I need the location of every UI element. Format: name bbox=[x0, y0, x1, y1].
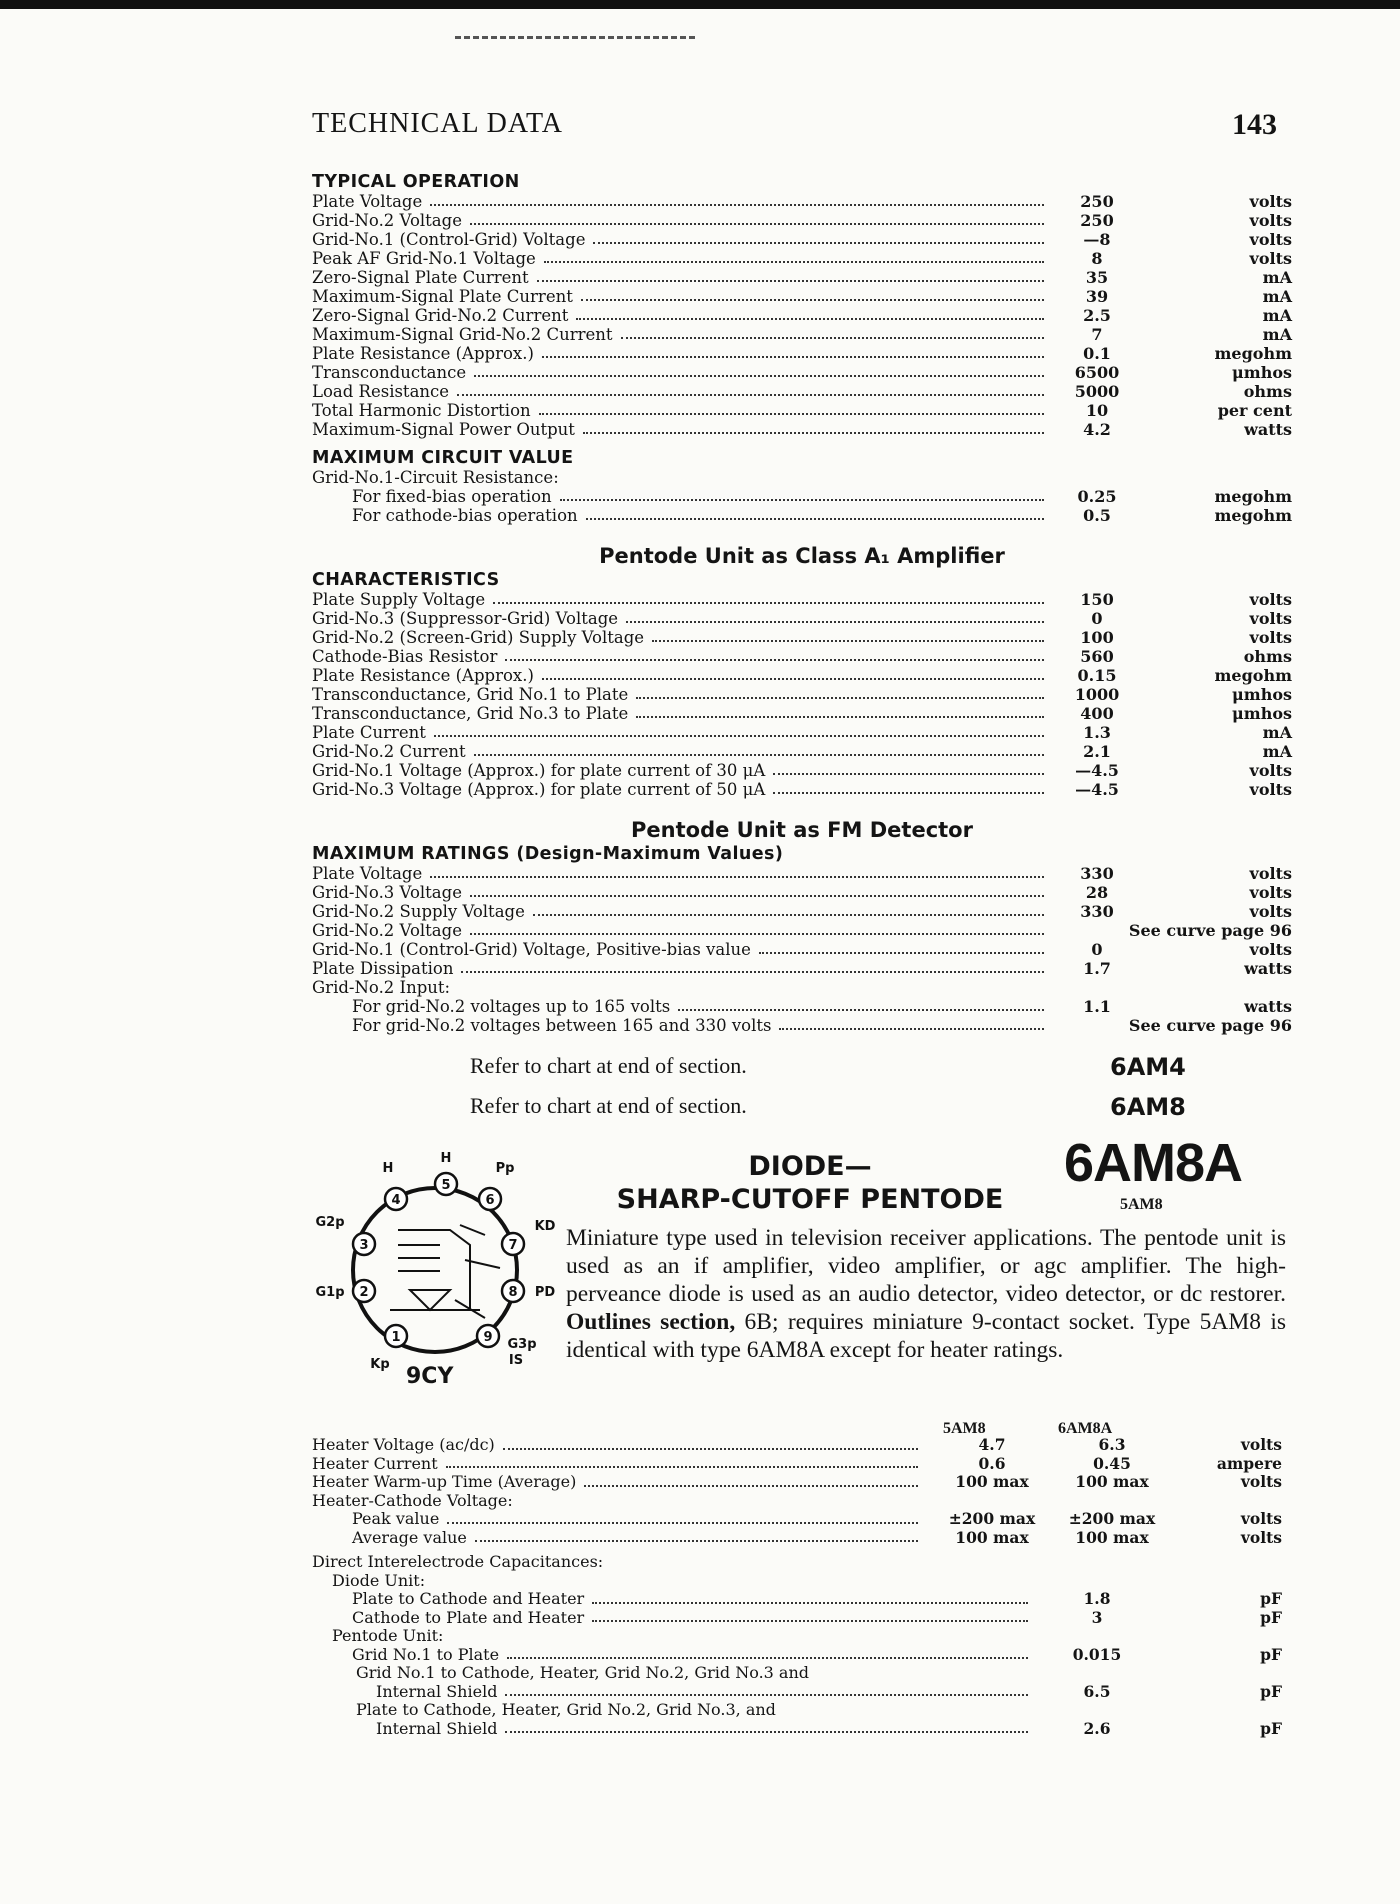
leader-dots bbox=[576, 318, 1044, 320]
row-unit: watts bbox=[1244, 959, 1292, 978]
subsection-heading: Pentode Unit as Class A₁ Amplifier bbox=[599, 544, 1005, 568]
row-unit: megohm bbox=[1214, 666, 1292, 685]
row-unit: volts bbox=[1249, 590, 1292, 609]
row-value: 0.15 bbox=[1077, 666, 1117, 685]
row-value: 2.5 bbox=[1083, 306, 1111, 325]
row-unit: volts bbox=[1240, 1509, 1282, 1528]
row-unit: megohm bbox=[1214, 506, 1292, 525]
row-unit: ohms bbox=[1243, 647, 1292, 666]
group-label-row bbox=[312, 1492, 1282, 1511]
leader-dots bbox=[470, 895, 1044, 897]
group-label: Grid-No.1-Circuit Resistance: bbox=[312, 468, 559, 487]
row-unit: pF bbox=[1260, 1681, 1282, 1701]
row-label: Grid-No.1 (Control-Grid) Voltage, Positive-bias value bbox=[312, 940, 751, 959]
leader-dots bbox=[542, 356, 1044, 358]
heater-cathode-rows bbox=[312, 1510, 1282, 1547]
pin-number: 4 bbox=[391, 1193, 401, 1208]
typical-operation-rows bbox=[312, 192, 1292, 439]
row-label: Heater Current bbox=[312, 1453, 438, 1473]
row-unit: volts bbox=[1240, 1472, 1282, 1491]
row-value: 5000 bbox=[1074, 382, 1120, 401]
row-value: 0 bbox=[1091, 609, 1103, 628]
max-circuit-rows bbox=[312, 487, 1292, 525]
leader-dots bbox=[470, 933, 1044, 935]
leader-dots bbox=[461, 971, 1044, 973]
row-label: Average value bbox=[352, 1527, 467, 1547]
pin-number: 5 bbox=[441, 1178, 451, 1193]
data-row bbox=[312, 864, 1292, 883]
leader-dots bbox=[507, 1657, 1028, 1659]
leader-dots bbox=[773, 792, 1044, 794]
data-row bbox=[312, 742, 1292, 761]
column-head: 5AM8 bbox=[943, 1420, 986, 1437]
pin-label: Pp bbox=[495, 1161, 515, 1176]
refer-type: 6AM4 bbox=[1110, 1053, 1186, 1081]
row-label: Grid-No.1 Voltage (Approx.) for plate current of 30 μA bbox=[312, 761, 766, 780]
row-value: —8 bbox=[1083, 230, 1111, 249]
group-label-row bbox=[312, 468, 1292, 487]
group-label-row bbox=[312, 1627, 1282, 1646]
pin-label: H bbox=[440, 1151, 452, 1166]
row-value: 400 bbox=[1080, 704, 1114, 723]
row-label: Cathode-Bias Resistor bbox=[312, 647, 498, 666]
internal-structure bbox=[390, 1225, 500, 1318]
row-label: Internal Shield bbox=[376, 1681, 498, 1701]
row-label: Grid-No.1 (Control-Grid) Voltage bbox=[312, 230, 586, 249]
data-row bbox=[312, 723, 1292, 742]
group-label-row bbox=[312, 1553, 1282, 1572]
leader-dots bbox=[474, 754, 1044, 756]
row-value: 3 bbox=[1091, 1607, 1103, 1627]
row-unit: pF bbox=[1260, 1718, 1282, 1738]
pin-label: H bbox=[382, 1161, 394, 1176]
section-title: TYPICAL OPERATION bbox=[312, 172, 520, 192]
leader-dots bbox=[430, 204, 1044, 206]
typical-operation-section bbox=[312, 172, 1292, 439]
tube-description bbox=[566, 1224, 1286, 1364]
characteristics-rows bbox=[312, 590, 1292, 799]
row-unit: watts bbox=[1244, 997, 1292, 1016]
leader-dots bbox=[678, 1009, 1044, 1011]
pin-label: KD bbox=[534, 1219, 556, 1234]
group-label: Grid-No.2 Input: bbox=[312, 978, 451, 997]
leader-dots bbox=[505, 659, 1044, 661]
row-unit: volts bbox=[1249, 609, 1292, 628]
leader-dots bbox=[652, 640, 1044, 642]
row-label: Grid-No.2 (Screen-Grid) Supply Voltage bbox=[312, 628, 645, 647]
leader-dots bbox=[583, 432, 1044, 434]
data-row bbox=[312, 268, 1292, 287]
section-title-sub: (Design-Maximum Values) bbox=[516, 844, 784, 864]
row-label: For cathode-bias operation bbox=[352, 506, 578, 525]
pin-number: 3 bbox=[359, 1238, 369, 1253]
row-label: Grid-No.2 Current bbox=[312, 742, 466, 761]
basing-code: 9CY bbox=[406, 1364, 454, 1389]
top-border bbox=[0, 0, 1400, 9]
group-label: Pentode Unit: bbox=[332, 1626, 444, 1645]
leader-dots bbox=[779, 1028, 1044, 1030]
top-dash-mark bbox=[455, 36, 695, 39]
leader-dots bbox=[537, 280, 1044, 282]
row-value: 7 bbox=[1091, 325, 1103, 344]
data-row bbox=[312, 1455, 1282, 1474]
row-label: Peak AF Grid-No.1 Voltage bbox=[312, 249, 536, 268]
row-label: Maximum-Signal Plate Current bbox=[312, 287, 573, 306]
row-label: For grid-No.2 voltages up to 165 volts bbox=[352, 997, 671, 1016]
row-unit: volts bbox=[1249, 761, 1292, 780]
row-label: For grid-No.2 voltages between 165 and 330 volts bbox=[352, 1016, 772, 1035]
heater-rows bbox=[312, 1436, 1282, 1492]
row-value: 100 max bbox=[1075, 1472, 1149, 1491]
description-text: Miniature type used in television receiver applications. The pentode unit is used as an if amplifier, video amplifier, or agc amplifier. The high-perveance diode is used as an audio detector, video detector, or dc restorer. bbox=[566, 1225, 1286, 1307]
data-row bbox=[312, 1529, 1282, 1548]
group-label: Diode Unit: bbox=[332, 1570, 426, 1590]
data-row bbox=[312, 287, 1292, 306]
data-row bbox=[312, 1664, 1282, 1683]
leader-dots bbox=[539, 413, 1044, 415]
row-value: 150 bbox=[1080, 590, 1114, 609]
heater-and-capacitance-table bbox=[312, 1436, 1282, 1738]
row-label: Total Harmonic Distortion bbox=[312, 401, 531, 420]
leader-dots bbox=[493, 602, 1044, 604]
row-unit: volts bbox=[1249, 628, 1292, 647]
data-row bbox=[312, 1646, 1282, 1665]
leader-dots bbox=[592, 1620, 1028, 1622]
row-unit: μmhos bbox=[1232, 363, 1292, 382]
pin-number: 6 bbox=[485, 1193, 495, 1208]
refer-type: 6AM8 bbox=[1110, 1093, 1186, 1121]
section-title-main: MAXIMUM RATINGS bbox=[312, 844, 510, 864]
row-unit: watts bbox=[1244, 420, 1292, 439]
group-label: Direct Interelectrode Capacitances: bbox=[312, 1552, 604, 1571]
row-unit: mA bbox=[1262, 742, 1292, 761]
row-label: Load Resistance bbox=[312, 382, 450, 401]
row-label: Internal Shield bbox=[376, 1718, 498, 1738]
row-unit: volts bbox=[1240, 1527, 1282, 1547]
data-row bbox=[312, 192, 1292, 211]
leader-dots bbox=[636, 716, 1044, 718]
leader-dots bbox=[581, 299, 1044, 301]
row-unit: volts bbox=[1249, 864, 1292, 883]
data-row bbox=[312, 590, 1292, 609]
data-row bbox=[312, 1016, 1292, 1035]
row-value: 250 bbox=[1080, 192, 1114, 211]
tube-type-title bbox=[600, 1150, 1020, 1216]
data-row bbox=[312, 506, 1292, 525]
data-row bbox=[312, 780, 1292, 799]
data-row bbox=[312, 1473, 1282, 1492]
data-row bbox=[312, 306, 1292, 325]
row-value: 4.7 bbox=[978, 1435, 1006, 1454]
row-value: ±200 max bbox=[1068, 1509, 1156, 1528]
row-unit: volts bbox=[1249, 883, 1292, 902]
data-row bbox=[312, 363, 1292, 382]
row-label: Plate to Cathode and Heater bbox=[352, 1589, 585, 1608]
leader-dots bbox=[592, 1602, 1028, 1604]
row-unit: mA bbox=[1262, 268, 1292, 287]
row-label: Grid-No.3 (Suppressor-Grid) Voltage bbox=[312, 609, 619, 628]
pentode-cap-rows bbox=[312, 1646, 1282, 1665]
section-title: CHARACTERISTICS bbox=[312, 570, 500, 590]
row-value: 8 bbox=[1091, 249, 1103, 268]
running-header: TECHNICAL DATA bbox=[312, 108, 564, 139]
row-value: 10 bbox=[1085, 401, 1109, 420]
row-value: 6.3 bbox=[1098, 1435, 1126, 1454]
row-label: Grid-No.3 Voltage bbox=[312, 883, 462, 902]
data-row bbox=[312, 1510, 1282, 1529]
data-row bbox=[312, 921, 1292, 940]
row-value: See curve page 96 bbox=[1128, 921, 1292, 940]
row-unit: volts bbox=[1249, 230, 1292, 249]
tube-title-line: DIODE— bbox=[748, 1151, 872, 1182]
row-value: 0.1 bbox=[1083, 344, 1111, 363]
row-value: 1.1 bbox=[1083, 997, 1111, 1016]
row-label: For fixed-bias operation bbox=[352, 487, 552, 506]
row-label: Grid No.1 to Plate bbox=[352, 1644, 500, 1664]
pin-label: G3p bbox=[507, 1337, 537, 1352]
row-unit: pF bbox=[1260, 1589, 1282, 1608]
max-circuit-section bbox=[312, 448, 1292, 525]
data-row bbox=[312, 211, 1292, 230]
group-label-row bbox=[312, 1572, 1282, 1591]
leader-dots bbox=[475, 1540, 918, 1542]
pin-number: 1 bbox=[391, 1330, 401, 1345]
row-unit: megohm bbox=[1214, 344, 1292, 363]
row-label: Grid-No.2 Voltage bbox=[312, 921, 462, 940]
row-value: 1.3 bbox=[1083, 723, 1111, 742]
row-unit: megohm bbox=[1214, 487, 1292, 506]
leader-dots bbox=[584, 1485, 918, 1487]
row-label: Plate Voltage bbox=[312, 864, 423, 883]
row-unit: volts bbox=[1249, 940, 1292, 959]
row-value: 4.2 bbox=[1083, 420, 1111, 439]
leader-dots bbox=[560, 499, 1044, 501]
row-unit: pF bbox=[1260, 1644, 1282, 1664]
tube-alt-name: 5AM8 bbox=[1120, 1196, 1163, 1213]
row-unit: per cent bbox=[1217, 401, 1292, 420]
row-unit: volts bbox=[1249, 211, 1292, 230]
row-label: Heater Voltage (ac/dc) bbox=[312, 1435, 495, 1454]
max-ratings-rows bbox=[312, 864, 1292, 1035]
row-value: 2.6 bbox=[1083, 1718, 1111, 1738]
tube-title-line: SHARP-CUTOFF PENTODE bbox=[616, 1184, 1004, 1215]
pentode-class-a-section bbox=[312, 542, 1292, 799]
row-value: 39 bbox=[1085, 287, 1109, 306]
section-title bbox=[312, 844, 1292, 864]
row-label: Plate to Cathode, Heater, Grid No.2, Grid No.3, and bbox=[356, 1700, 776, 1719]
row-label: Transconductance, Grid No.1 to Plate bbox=[312, 685, 629, 704]
pin-label: Kp bbox=[370, 1357, 390, 1372]
row-label: Grid-No.2 Voltage bbox=[312, 211, 462, 230]
row-unit: volts bbox=[1249, 780, 1292, 799]
pentode-fm-section bbox=[312, 816, 1292, 1035]
pin-number: 2 bbox=[359, 1285, 369, 1300]
group-label-row bbox=[312, 978, 1292, 997]
refer-text: Refer to chart at end of section. bbox=[470, 1093, 747, 1118]
data-row bbox=[312, 401, 1292, 420]
data-row bbox=[312, 609, 1292, 628]
row-label: Peak value bbox=[352, 1509, 440, 1528]
data-row bbox=[312, 325, 1292, 344]
row-value: 250 bbox=[1080, 211, 1114, 230]
leader-dots bbox=[446, 1466, 918, 1468]
diode-cap-rows bbox=[312, 1590, 1282, 1627]
row-value: 0.5 bbox=[1083, 506, 1111, 525]
row-value: 6.5 bbox=[1083, 1681, 1111, 1701]
row-value: 330 bbox=[1080, 864, 1114, 883]
leader-dots bbox=[593, 242, 1044, 244]
row-value: ±200 max bbox=[948, 1509, 1036, 1528]
row-label: Grid-No.2 Supply Voltage bbox=[312, 902, 525, 921]
row-value: 0.45 bbox=[1093, 1453, 1131, 1473]
leader-dots bbox=[430, 876, 1044, 878]
row-value: 100 max bbox=[955, 1527, 1029, 1547]
row-unit: mA bbox=[1262, 723, 1292, 742]
data-row bbox=[312, 420, 1292, 439]
row-unit: volts bbox=[1249, 249, 1292, 268]
row-label: Grid-No.3 Voltage (Approx.) for plate current of 50 μA bbox=[312, 780, 766, 799]
row-label: Zero-Signal Grid-No.2 Current bbox=[312, 306, 569, 325]
data-row bbox=[312, 249, 1292, 268]
row-unit: volts bbox=[1249, 902, 1292, 921]
row-value: 330 bbox=[1080, 902, 1114, 921]
leader-dots bbox=[503, 1448, 918, 1450]
row-label: Transconductance, Grid No.3 to Plate bbox=[312, 704, 629, 723]
leader-dots bbox=[447, 1522, 918, 1524]
row-value: 2.1 bbox=[1083, 742, 1111, 761]
data-row bbox=[312, 487, 1292, 506]
leader-dots bbox=[636, 697, 1044, 699]
data-row bbox=[312, 902, 1292, 921]
data-row bbox=[312, 1720, 1282, 1739]
leader-dots bbox=[542, 678, 1044, 680]
leader-dots bbox=[626, 621, 1044, 623]
row-label: Plate Supply Voltage bbox=[312, 590, 486, 609]
data-row bbox=[312, 666, 1292, 685]
data-row bbox=[312, 628, 1292, 647]
data-row bbox=[312, 1683, 1282, 1702]
row-value: 0.015 bbox=[1072, 1644, 1122, 1664]
leader-dots bbox=[533, 914, 1044, 916]
row-label: Plate Resistance (Approx.) bbox=[312, 666, 534, 685]
data-row bbox=[312, 647, 1292, 666]
row-unit: mA bbox=[1262, 325, 1292, 344]
description-text: 6B; requires miniature 9-contact socket. Type 5AM8 is identical with type 6AM8A except for heater ratings. bbox=[566, 1309, 1286, 1363]
row-value: —4.5 bbox=[1075, 761, 1119, 780]
leader-dots bbox=[470, 223, 1044, 225]
row-label: Grid No.1 to Cathode, Heater, Grid No.2, Grid No.3 and bbox=[356, 1663, 810, 1682]
refer-text: Refer to chart at end of section. bbox=[470, 1053, 747, 1078]
row-label: Heater Warm-up Time (Average) bbox=[312, 1472, 577, 1491]
row-label: Plate Voltage bbox=[312, 192, 423, 211]
row-label: Plate Dissipation bbox=[312, 959, 454, 978]
row-value: 28 bbox=[1085, 883, 1109, 902]
data-row bbox=[312, 1609, 1282, 1628]
row-unit: ampere bbox=[1216, 1453, 1282, 1473]
pin-label: G2p bbox=[315, 1215, 345, 1230]
row-value: 1.8 bbox=[1083, 1589, 1111, 1608]
row-label: Maximum-Signal Power Output bbox=[312, 420, 575, 439]
column-head: 6AM8A bbox=[1058, 1420, 1113, 1437]
row-value: 0.25 bbox=[1077, 487, 1117, 506]
row-value: 1000 bbox=[1074, 685, 1120, 704]
page-number: 143 bbox=[1232, 108, 1277, 141]
leader-dots bbox=[621, 337, 1044, 339]
leader-dots bbox=[474, 375, 1044, 377]
row-unit: μmhos bbox=[1232, 685, 1292, 704]
data-row bbox=[312, 382, 1292, 401]
data-row bbox=[312, 704, 1292, 723]
row-value: See curve page 96 bbox=[1128, 1016, 1292, 1035]
pin-number: 9 bbox=[483, 1330, 493, 1345]
pin-label: G1p bbox=[315, 1285, 345, 1300]
row-value: 6500 bbox=[1074, 363, 1120, 382]
leader-dots bbox=[759, 952, 1044, 954]
tube-name: 6AM8A bbox=[1064, 1133, 1243, 1193]
leader-dots bbox=[773, 773, 1044, 775]
leader-dots bbox=[586, 518, 1044, 520]
row-value: 100 max bbox=[955, 1472, 1029, 1491]
subsection-heading: Pentode Unit as FM Detector bbox=[631, 818, 973, 842]
row-value: 35 bbox=[1085, 268, 1109, 287]
row-value: 0 bbox=[1091, 940, 1103, 959]
row-unit: mA bbox=[1262, 287, 1292, 306]
description-bold: Outlines section, bbox=[566, 1309, 736, 1335]
row-value: 100 max bbox=[1075, 1527, 1149, 1547]
data-row bbox=[312, 761, 1292, 780]
row-unit: pF bbox=[1260, 1607, 1282, 1627]
row-unit: volts bbox=[1240, 1435, 1282, 1454]
data-row bbox=[312, 344, 1292, 363]
pin-number: 7 bbox=[508, 1238, 518, 1253]
row-label: Cathode to Plate and Heater bbox=[352, 1607, 585, 1627]
row-value: 560 bbox=[1080, 647, 1114, 666]
row-label: Maximum-Signal Grid-No.2 Current bbox=[312, 325, 613, 344]
data-row bbox=[312, 1590, 1282, 1609]
section-title: MAXIMUM CIRCUIT VALUE bbox=[312, 448, 574, 468]
row-value: 100 bbox=[1080, 628, 1114, 647]
data-row bbox=[312, 230, 1292, 249]
data-row bbox=[312, 959, 1292, 978]
row-unit: volts bbox=[1249, 192, 1292, 211]
row-unit: μmhos bbox=[1232, 704, 1292, 723]
pin-number: 8 bbox=[508, 1285, 518, 1300]
data-row bbox=[312, 997, 1292, 1016]
data-row bbox=[312, 883, 1292, 902]
row-label: Transconductance bbox=[312, 363, 467, 382]
leader-dots bbox=[434, 735, 1044, 737]
data-row bbox=[312, 1436, 1282, 1455]
leader-dots bbox=[544, 261, 1044, 263]
leader-dots bbox=[457, 394, 1044, 396]
row-unit: ohms bbox=[1243, 382, 1292, 401]
pin-label: IS bbox=[508, 1353, 524, 1368]
row-value: —4.5 bbox=[1075, 780, 1119, 799]
row-value: 1.7 bbox=[1083, 959, 1111, 978]
data-row bbox=[312, 1701, 1282, 1720]
group-label: Heater-Cathode Voltage: bbox=[312, 1490, 513, 1510]
data-row bbox=[312, 685, 1292, 704]
row-label: Zero-Signal Plate Current bbox=[312, 268, 529, 287]
data-row bbox=[312, 940, 1292, 959]
pin-label: PD bbox=[534, 1285, 556, 1300]
row-label: Plate Resistance (Approx.) bbox=[312, 344, 534, 363]
row-unit: mA bbox=[1262, 306, 1292, 325]
row-value: 0.6 bbox=[978, 1453, 1006, 1473]
row-label: Plate Current bbox=[312, 723, 426, 742]
